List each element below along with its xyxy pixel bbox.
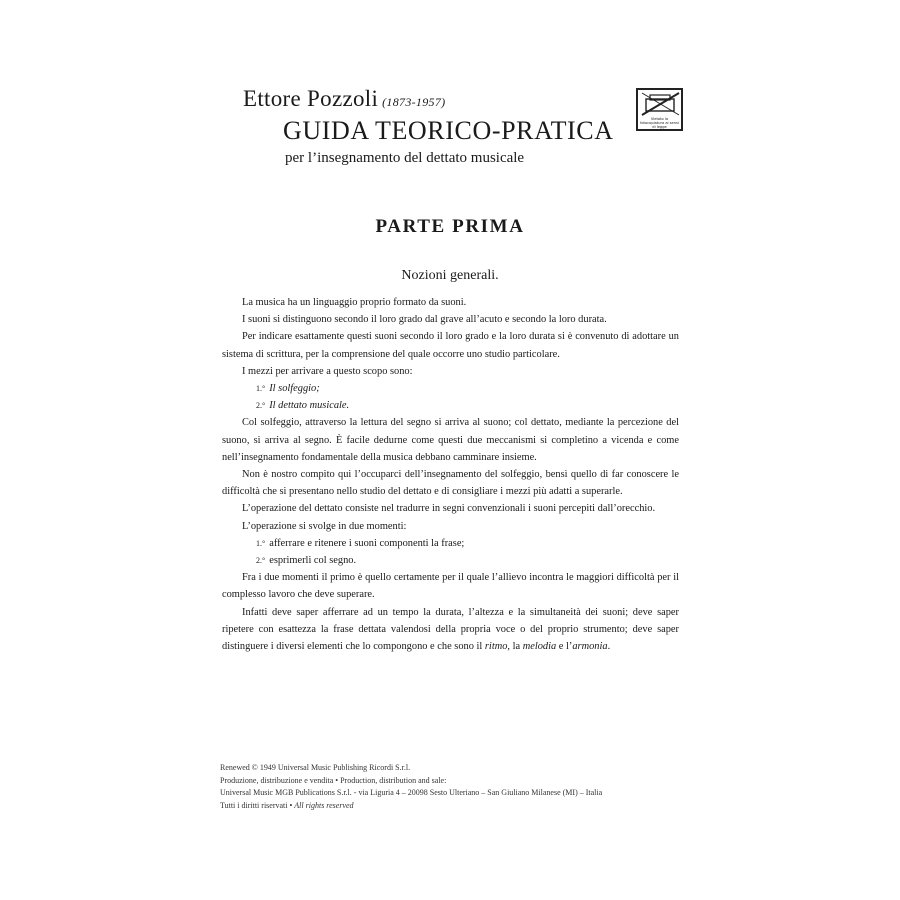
list-number: 1.° — [256, 538, 266, 548]
list-number: 2.° — [256, 556, 266, 566]
paragraph: L’operazione del dettato consiste nel tradurre in segni convenzionali i suoni percepiti dall’orecchio. — [242, 503, 656, 515]
book-subtitle: per l’insegnamento del dettato musicale — [285, 150, 525, 166]
footer-text-italic: All rights reserved — [294, 800, 354, 810]
list-text: Il solfeggio; — [269, 383, 320, 395]
body-text — [222, 294, 679, 655]
footer-line — [220, 800, 690, 813]
list-text: afferrare e ritenere i suoni componenti la frase; — [269, 537, 465, 549]
paragraph-text: . — [607, 641, 611, 653]
author-name: Ettore Pozzoli — [243, 86, 379, 111]
copyright-footer — [220, 762, 690, 812]
footer-text: Tutti i diritti riservati • — [220, 800, 295, 810]
list-number: 1.° — [256, 384, 266, 394]
term-melody: melodia — [522, 641, 557, 653]
footer-line: Produzione, distribuzione e vendita • Production, distribution and sale: — [220, 775, 447, 785]
paragraph: I suoni si distinguono secondo il loro grado dal grave all’acuto e secondo la loro durata. — [242, 314, 607, 326]
author-line — [243, 86, 445, 112]
list-item — [222, 535, 679, 552]
part-title: PARTE PRIMA — [375, 216, 525, 237]
paragraph-text: , la — [507, 641, 523, 653]
paragraph-text: e l’ — [556, 641, 573, 653]
list-text: esprimerli col segno. — [269, 555, 357, 567]
paragraph: Per indicare esattamente questi suoni secondo il loro grado e la loro durata si è convenuto di adottare un sistema di scrittura, per la comprensione del quale occorre uno studio particolare. — [222, 331, 679, 360]
footer-line: Renewed © 1949 Universal Music Publishing Ricordi S.r.l. — [220, 763, 411, 772]
paragraph: L’operazione si svolge in due momenti: — [242, 520, 407, 532]
list-item — [222, 552, 679, 569]
book-title: GUIDA TEORICO-PRATICA — [283, 116, 614, 145]
paragraph — [222, 604, 679, 656]
paragraph: La musica ha un linguaggio proprio formato da suoni. — [242, 297, 467, 308]
section-title: Nozioni generali. — [401, 268, 499, 283]
footer-line: Universal Music MGB Publications S.r.l. - via Liguria 4 – 20098 Sesto Ulteriano – San Giuliano Milanese (MI) – Italia — [220, 788, 603, 797]
author-dates: (1873-1957) — [382, 95, 446, 109]
paragraph: Non è nostro compito qui l’occuparci dell’insegnamento del solfeggio, bensì quello di far conoscere le difficoltà che si presentano nello studio del dettato e di consigliare i mezzi più adatti a superarle. — [222, 469, 679, 498]
list-item — [222, 397, 679, 414]
paragraph: Fra i due momenti il primo è quello certamente per il quale l’allievo incontra le maggiori difficoltà per il complesso lavoro che deve superare. — [222, 572, 679, 601]
crossed-copier-icon — [640, 91, 681, 117]
term-harmony: armonia — [572, 641, 608, 653]
list-item — [222, 380, 679, 397]
paragraph: Col solfeggio, attraverso la lettura del segno si arriva al suono; col dettato, mediante la percezione del suono, si arriva al segno. È facile dedurne come questi due meccanismi si completino a vicenda e come nell’insegnamento fondamentale della musica debbano camminare insieme. — [222, 417, 679, 463]
no-photocopy-stamp — [636, 88, 683, 131]
paragraph-text: Infatti deve saper afferrare ad un tempo la durata, l’altezza e la simultaneità dei suoni; deve saper ripetere con esattezza la frase dettata valendosi della propria voce o del proprio strumento; deve saper distinguere i diversi elementi che lo compongono e che sono il — [222, 606, 679, 653]
list-number: 2.° — [256, 401, 266, 411]
list-text: Il dettato musicale. — [269, 400, 350, 412]
paragraph: I mezzi per arrivare a questo scopo sono: — [242, 365, 413, 377]
stamp-text: Vietato la fotocopiatura ai sensi di legge — [640, 117, 679, 129]
term-rhythm: ritmo — [484, 641, 508, 653]
